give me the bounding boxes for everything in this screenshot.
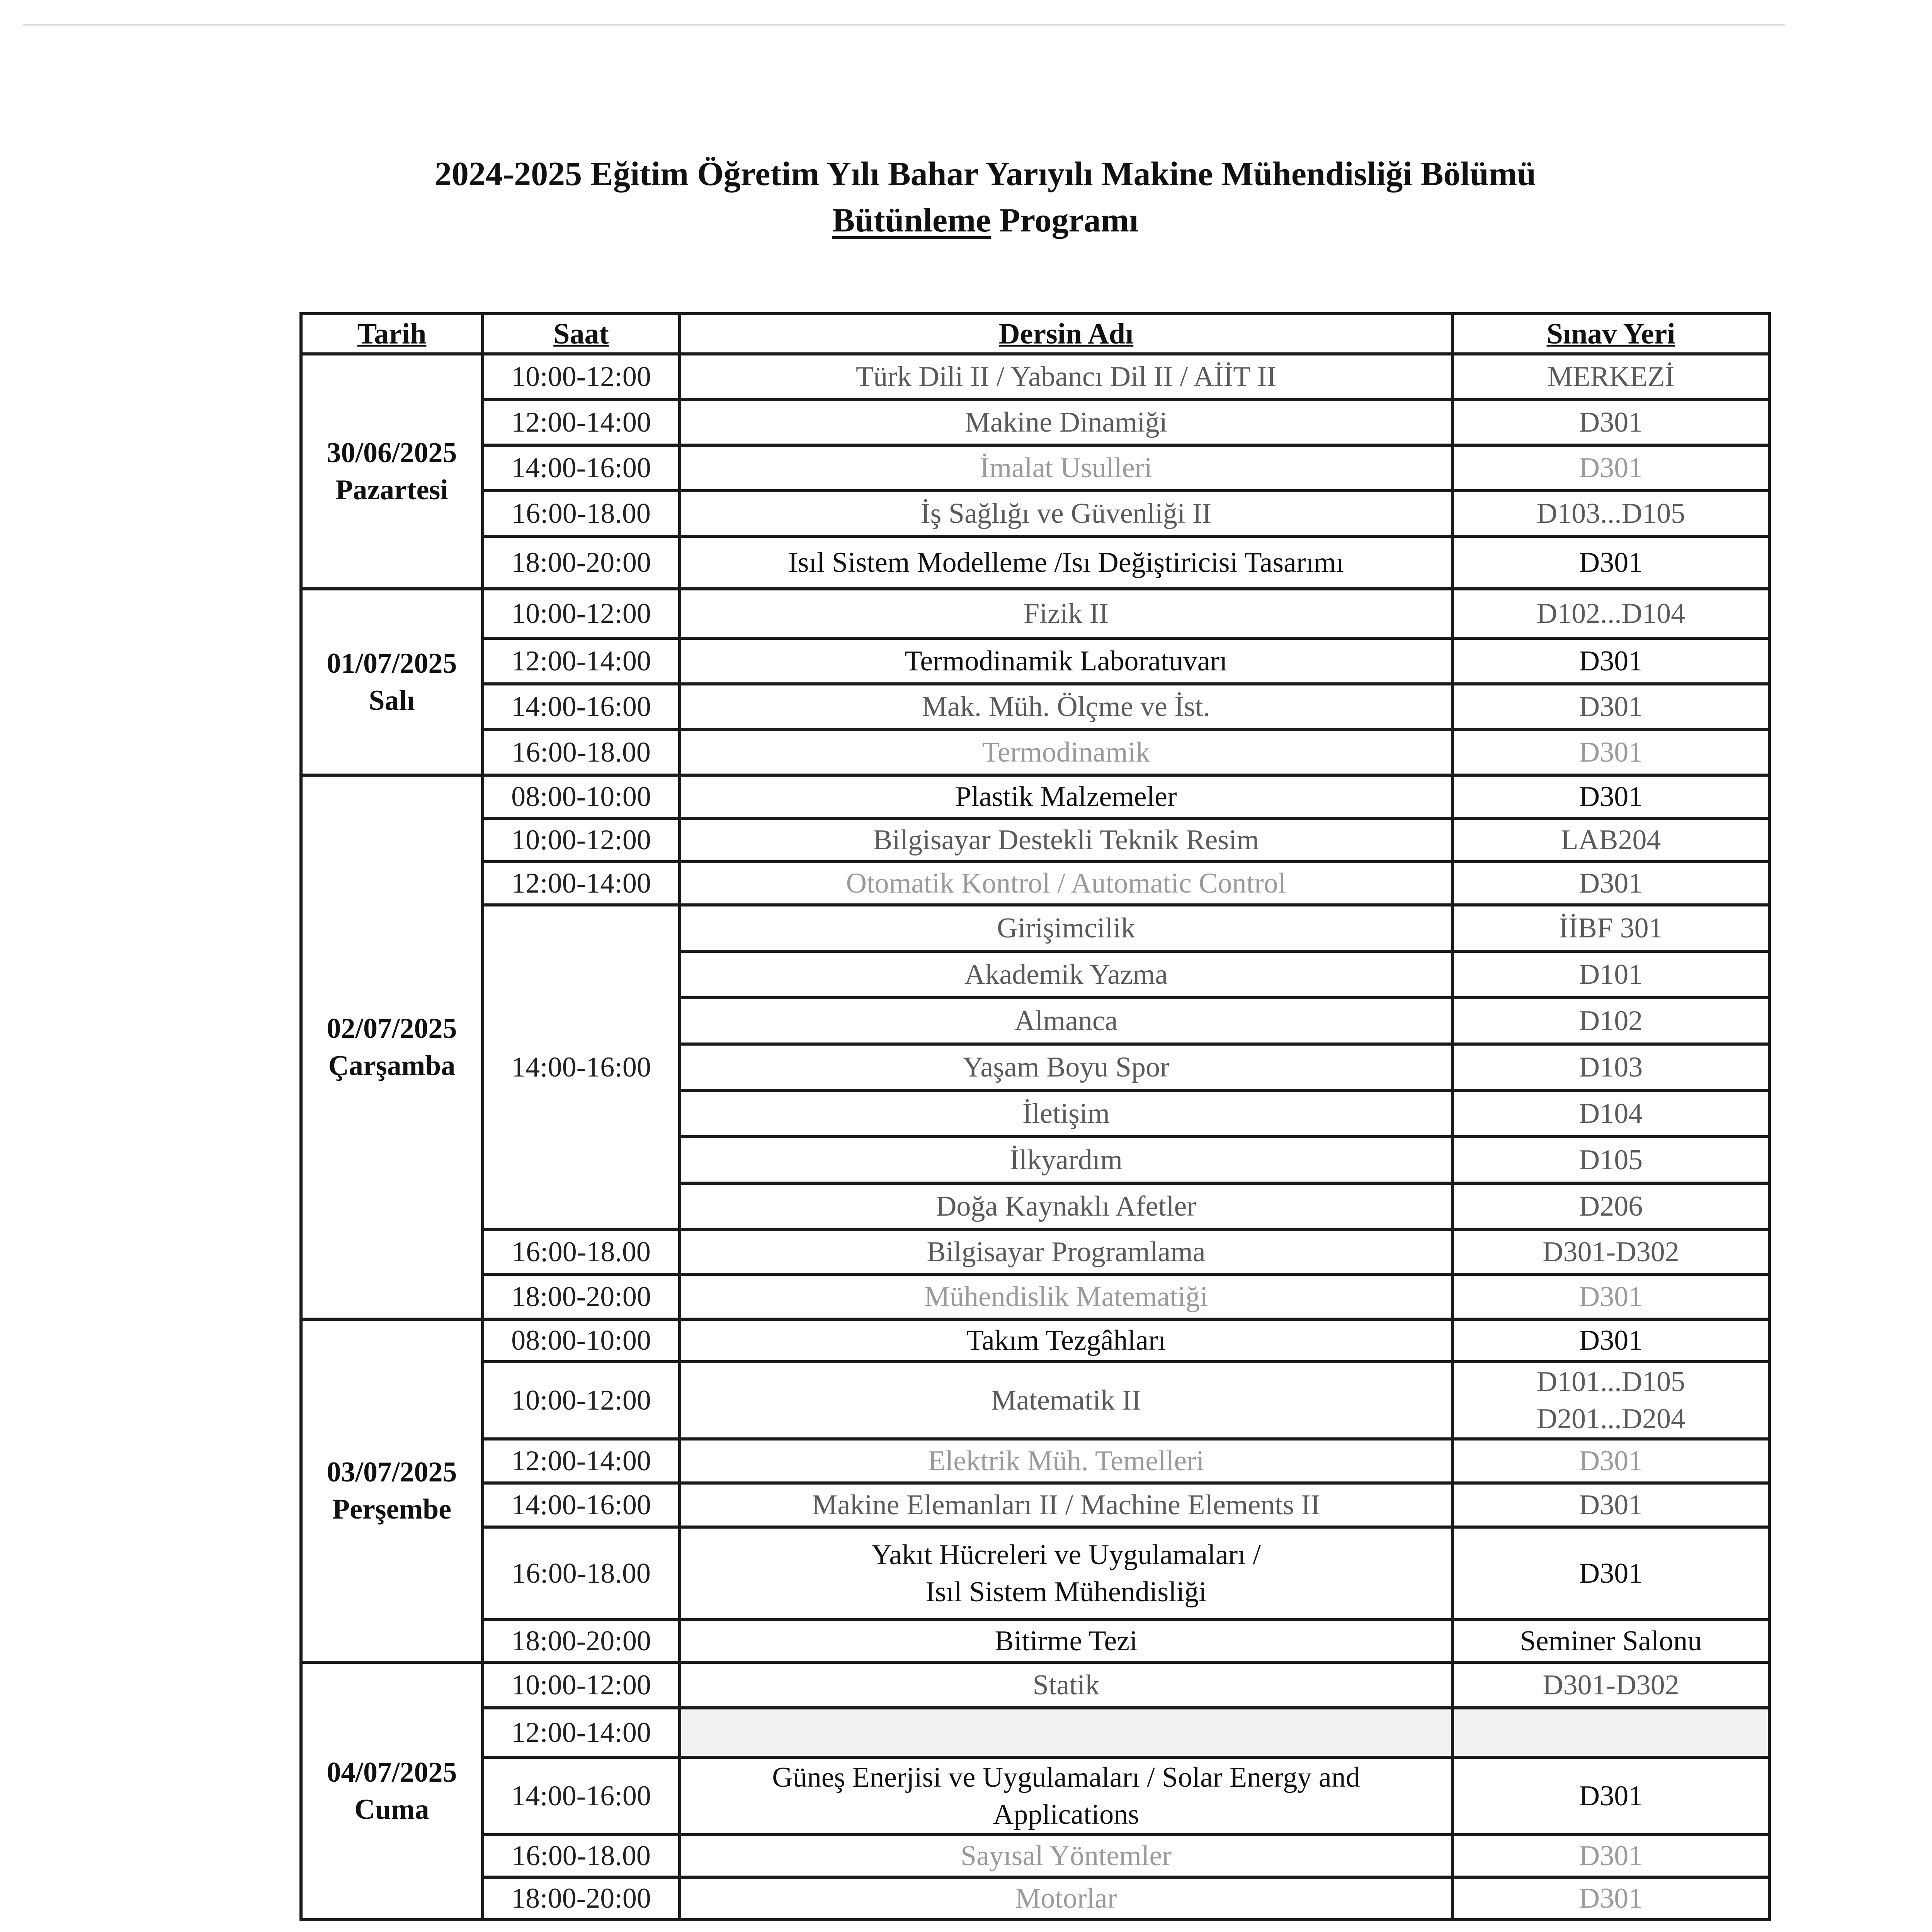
course-cell: Yakıt Hücreleri ve Uygulamaları / Isıl Sistem Mühendisliği — [680, 1527, 1452, 1620]
course-cell: Plastik Malzemeler — [680, 775, 1452, 818]
room-cell: D301 — [1452, 1274, 1769, 1319]
room-cell: D102...D104 — [1452, 589, 1769, 638]
time-cell: 08:00-10:00 — [483, 1319, 680, 1362]
course-cell: Mühendislik Matematiği — [680, 1274, 1452, 1319]
header-time: Saat — [483, 314, 680, 354]
course-cell: Bilgisayar Programlama — [680, 1230, 1452, 1274]
course-cell: Fizik II — [680, 589, 1452, 638]
subtitle-underlined-word: Bütünleme — [832, 202, 991, 239]
course-cell: Girişimcilik — [680, 905, 1452, 951]
room-cell: LAB204 — [1452, 818, 1769, 862]
course-cell: Doğa Kaynaklı Afetler — [680, 1183, 1452, 1230]
course-cell: Sayısal Yöntemler — [680, 1835, 1452, 1877]
day-cell: 02/07/2025 Çarşamba — [301, 775, 483, 1319]
time-cell: 18:00-20:00 — [483, 1877, 680, 1920]
room-cell: D301 — [1452, 684, 1769, 730]
day-cell: 03/07/2025 Perşembe — [301, 1319, 483, 1662]
room-cell: D301 — [1452, 1319, 1769, 1362]
time-cell: 10:00-12:00 — [483, 354, 680, 400]
room-cell: D301 — [1452, 862, 1769, 905]
course-cell: Almanca — [680, 998, 1452, 1044]
course-cell: İlkyardım — [680, 1137, 1452, 1183]
room-cell: D301 — [1452, 400, 1769, 445]
time-cell: 14:00-16:00 — [483, 1483, 680, 1527]
course-cell: Mak. Müh. Ölçme ve İst. — [680, 684, 1452, 730]
course-cell: Bilgisayar Destekli Teknik Resim — [680, 818, 1452, 862]
course-cell: Termodinamik — [680, 730, 1452, 775]
course-cell: İletişim — [680, 1090, 1452, 1137]
course-cell: Termodinamik Laboratuvarı — [680, 638, 1452, 684]
room-cell: D301 — [1452, 1877, 1769, 1920]
room-cell: D301-D302 — [1452, 1662, 1769, 1708]
header-date: Tarih — [301, 314, 483, 354]
course-cell: Statik — [680, 1662, 1452, 1708]
course-cell: Elektrik Müh. Temelleri — [680, 1439, 1452, 1483]
time-cell: 16:00-18.00 — [483, 1835, 680, 1877]
course-cell: Takım Tezgâhları — [680, 1319, 1452, 1362]
room-cell: D101 — [1452, 951, 1769, 998]
room-cell: Seminer Salonu — [1452, 1620, 1769, 1662]
time-cell: 12:00-14:00 — [483, 638, 680, 684]
time-cell: 10:00-12:00 — [483, 818, 680, 862]
room-cell: MERKEZİ — [1452, 354, 1769, 400]
course-cell: Makine Dinamiği — [680, 400, 1452, 445]
course-cell: Motorlar — [680, 1877, 1452, 1920]
time-cell: 08:00-10:00 — [483, 775, 680, 818]
room-cell: D103...D105 — [1452, 491, 1769, 536]
room-cell: D301 — [1452, 1835, 1769, 1877]
course-cell: Matematik II — [680, 1362, 1452, 1439]
time-cell: 12:00-14:00 — [483, 1708, 680, 1757]
header-room: Sınav Yeri — [1452, 314, 1769, 354]
course-cell: Yaşam Boyu Spor — [680, 1044, 1452, 1090]
day-cell: 30/06/2025 Pazartesi — [301, 354, 483, 589]
course-cell: Isıl Sistem Modelleme /Isı Değiştiricisi Tasarımı — [680, 536, 1452, 589]
document-title: 2024-2025 Eğitim Öğretim Yılı Bahar Yarıyılı Makine Mühendisliği Bölümü — [434, 155, 1536, 193]
course-cell: Bitirme Tezi — [680, 1620, 1452, 1662]
room-cell: D301 — [1452, 730, 1769, 775]
time-cell: 16:00-18.00 — [483, 1527, 680, 1620]
time-cell: 14:00-16:00 — [483, 1757, 680, 1835]
room-cell: D105 — [1452, 1137, 1769, 1183]
room-cell: D301 — [1452, 536, 1769, 589]
time-cell: 10:00-12:00 — [483, 589, 680, 638]
room-cell: D301 — [1452, 1483, 1769, 1527]
room-cell: D101...D105 D201...D204 — [1452, 1362, 1769, 1439]
day-cell: 01/07/2025 Salı — [301, 589, 483, 775]
room-cell: D301 — [1452, 1527, 1769, 1620]
course-cell: İmalat Usulleri — [680, 445, 1452, 491]
time-cell: 18:00-20:00 — [483, 1274, 680, 1319]
time-cell: 12:00-14:00 — [483, 400, 680, 445]
course-cell: Güneş Enerjisi ve Uygulamaları / Solar Energy and Applications — [680, 1757, 1452, 1835]
room-cell: D301 — [1452, 1439, 1769, 1483]
time-cell: 18:00-20:00 — [483, 536, 680, 589]
time-cell: 10:00-12:00 — [483, 1662, 680, 1708]
day-cell: 04/07/2025 Cuma — [301, 1662, 483, 1920]
room-cell: D301 — [1452, 445, 1769, 491]
time-cell: 12:00-14:00 — [483, 1439, 680, 1483]
time-cell: 14:00-16:00 — [483, 905, 680, 1230]
time-cell: 16:00-18.00 — [483, 1230, 680, 1274]
room-cell: D103 — [1452, 1044, 1769, 1090]
room-cell: D301 — [1452, 775, 1769, 818]
header-course: Dersin Adı — [680, 314, 1452, 354]
time-cell: 16:00-18.00 — [483, 491, 680, 536]
course-cell: İş Sağlığı ve Güvenliği II — [680, 491, 1452, 536]
time-cell: 14:00-16:00 — [483, 684, 680, 730]
room-cell: D301 — [1452, 638, 1769, 684]
course-cell: Türk Dili II / Yabancı Dil II / AİİT II — [680, 354, 1452, 400]
time-cell: 16:00-18.00 — [483, 730, 680, 775]
time-cell: 18:00-20:00 — [483, 1620, 680, 1662]
time-cell: 10:00-12:00 — [483, 1362, 680, 1439]
course-cell: Makine Elemanları II / Machine Elements II — [680, 1483, 1452, 1527]
room-cell: D104 — [1452, 1090, 1769, 1137]
room-cell: D206 — [1452, 1183, 1769, 1230]
room-cell: İİBF 301 — [1452, 905, 1769, 951]
room-cell: D301 — [1452, 1757, 1769, 1835]
course-cell: Akademik Yazma — [680, 951, 1452, 998]
room-cell: D301-D302 — [1452, 1230, 1769, 1274]
time-cell: 12:00-14:00 — [483, 862, 680, 905]
subtitle-rest: Programı — [991, 202, 1139, 239]
course-cell: Otomatik Kontrol / Automatic Control — [680, 862, 1452, 905]
room-cell: D102 — [1452, 998, 1769, 1044]
time-cell: 14:00-16:00 — [483, 445, 680, 491]
